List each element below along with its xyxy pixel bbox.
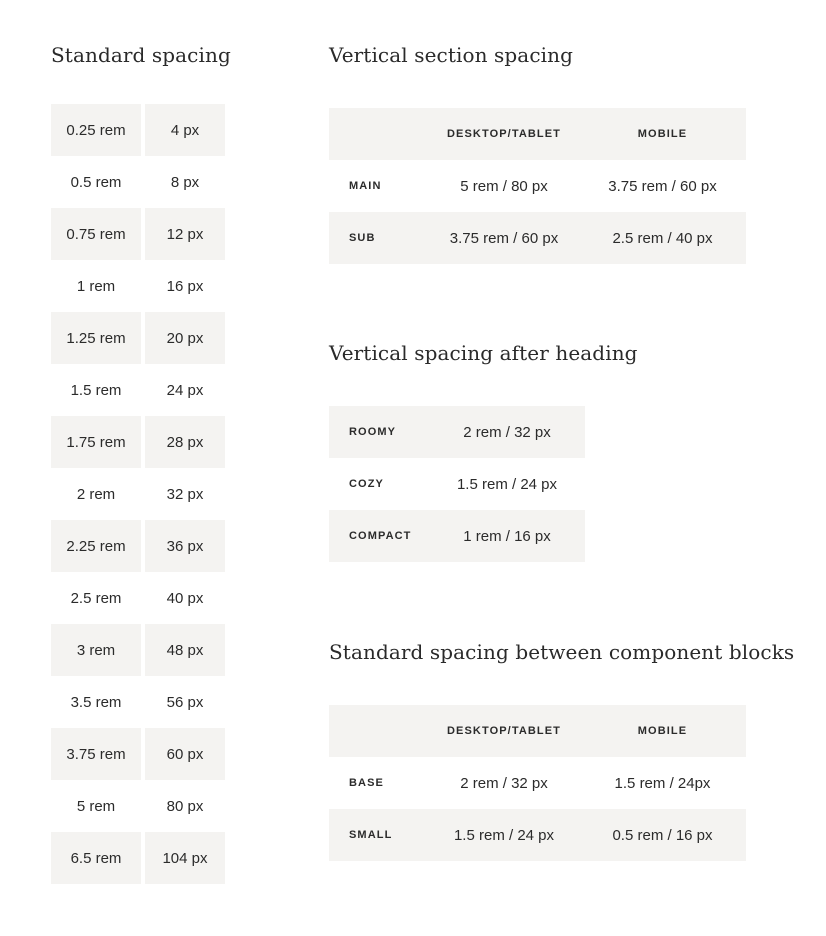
px-value: 24 px xyxy=(166,381,204,399)
table-row xyxy=(329,510,585,562)
spacing-value: 1.5 rem / 24 px xyxy=(456,475,558,493)
rem-value: 0.25 rem xyxy=(51,104,141,156)
table-row xyxy=(51,832,225,884)
px-value: 80 px xyxy=(166,797,204,815)
desktop-value: 1.5 rem / 24 px xyxy=(453,826,555,844)
table-row xyxy=(51,364,225,416)
desktop-tablet-column-header: DESKTOP/TABLET xyxy=(447,725,561,737)
rem-value: 3.5 rem xyxy=(70,693,122,711)
px-value: 40 px xyxy=(166,589,204,607)
px-value: 8 px xyxy=(170,173,200,191)
table-row xyxy=(51,572,225,624)
table-row xyxy=(51,312,225,364)
component-blocks-spacing-table xyxy=(329,705,746,861)
rem-value: 5 rem xyxy=(76,797,116,815)
table-row xyxy=(329,212,746,264)
table-row xyxy=(329,160,746,212)
table-header-row xyxy=(329,705,746,757)
table-row xyxy=(51,104,225,156)
px-value: 16 px xyxy=(166,277,204,295)
vertical-section-spacing-heading: Vertical section spacing xyxy=(329,43,574,67)
row-label: SUB xyxy=(349,232,376,244)
vertical-spacing-after-heading-table xyxy=(329,406,585,562)
desktop-value: 2 rem / 32 px xyxy=(460,774,548,792)
rem-value: 2.5 rem xyxy=(70,589,122,607)
rem-value: 0.5 rem xyxy=(70,173,122,191)
rem-value: 1.5 rem xyxy=(70,381,122,399)
row-label: COMPACT xyxy=(349,530,412,542)
px-value: 36 px xyxy=(145,520,225,572)
mobile-value: 1.5 rem / 24px xyxy=(614,774,711,792)
row-label: MAIN xyxy=(349,180,382,192)
mobile-value: 0.5 rem / 16 px xyxy=(612,826,713,844)
rem-value: 2.25 rem xyxy=(51,520,141,572)
px-value: 56 px xyxy=(166,693,204,711)
component-blocks-spacing-heading: Standard spacing between component blocks xyxy=(329,640,795,664)
table-row xyxy=(329,458,585,510)
table-row xyxy=(329,809,746,861)
spacing-value: 2 rem / 32 px xyxy=(463,423,551,441)
rem-value: 1 rem xyxy=(76,277,116,295)
px-value: 104 px xyxy=(145,832,225,884)
table-row xyxy=(51,156,225,208)
empty-header-cell xyxy=(329,705,429,757)
desktop-tablet-column-header: DESKTOP/TABLET xyxy=(447,128,561,140)
rem-value: 3 rem xyxy=(51,624,141,676)
px-value: 48 px xyxy=(145,624,225,676)
table-header-row xyxy=(329,108,746,160)
standard-spacing-table xyxy=(47,104,229,884)
table-row xyxy=(51,624,225,676)
px-value: 60 px xyxy=(145,728,225,780)
px-value: 20 px xyxy=(145,312,225,364)
rem-value: 1.75 rem xyxy=(51,416,141,468)
px-value: 4 px xyxy=(145,104,225,156)
rem-value: 0.75 rem xyxy=(51,208,141,260)
table-row xyxy=(51,208,225,260)
rem-value: 2 rem xyxy=(76,485,116,503)
table-row xyxy=(51,676,225,728)
mobile-column-header: MOBILE xyxy=(637,725,688,737)
px-value: 12 px xyxy=(145,208,225,260)
table-row xyxy=(51,780,225,832)
mobile-value: 3.75 rem / 60 px xyxy=(608,177,717,195)
table-row xyxy=(51,520,225,572)
row-label: SMALL xyxy=(349,829,393,841)
rem-value: 3.75 rem xyxy=(51,728,141,780)
table-row xyxy=(329,757,746,809)
px-value: 28 px xyxy=(145,416,225,468)
table-row xyxy=(329,406,585,458)
mobile-column-header: MOBILE xyxy=(637,128,688,140)
vertical-section-spacing-table xyxy=(329,108,746,264)
spacing-value: 1 rem / 16 px xyxy=(463,527,551,545)
table-row xyxy=(51,416,225,468)
row-label: ROOMY xyxy=(349,426,397,438)
table-row xyxy=(51,728,225,780)
px-value: 32 px xyxy=(166,485,204,503)
standard-spacing-heading: Standard spacing xyxy=(51,43,231,67)
vertical-spacing-after-heading-heading: Vertical spacing after heading xyxy=(329,341,638,365)
rem-value: 6.5 rem xyxy=(51,832,141,884)
row-label: COZY xyxy=(349,478,384,490)
desktop-value: 3.75 rem / 60 px xyxy=(449,229,559,247)
row-label: BASE xyxy=(349,777,384,789)
rem-value: 1.25 rem xyxy=(51,312,141,364)
mobile-value: 2.5 rem / 40 px xyxy=(612,229,713,247)
table-row xyxy=(51,468,225,520)
empty-header-cell xyxy=(329,108,429,160)
table-row xyxy=(51,260,225,312)
desktop-value: 5 rem / 80 px xyxy=(460,177,548,195)
